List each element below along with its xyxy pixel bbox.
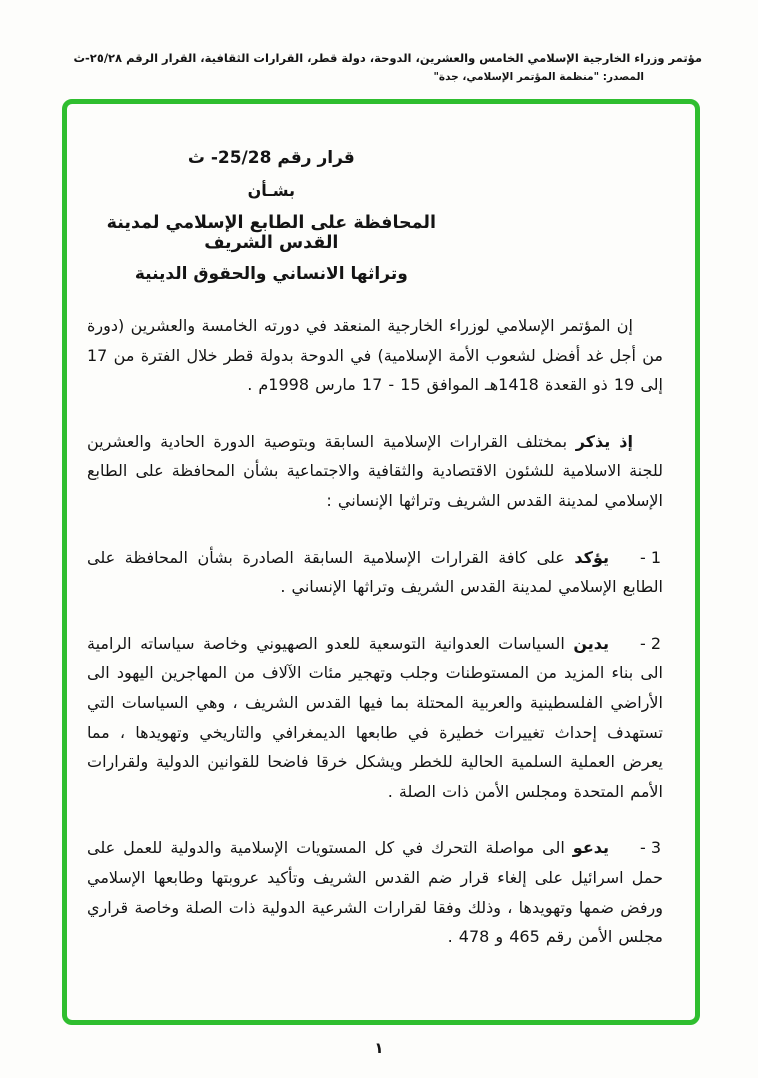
item-3-body-text: الى مواصلة التحرك في كل المستويات الإسلامية والدولية للعمل على حمل اسرائيل على إلغاء قرار ضم القدس الشريف وتأكيد عروبتها وطابعها الإسلامي ورفض ضمها وتهويدها ، وذلك وفقا لقرارات الشرعية الدولية ذات الصلة وخاصة قراري مجلس الأمن رقم 465 و 478 . [87,838,663,947]
item-2-lead-word: يدين [573,633,609,653]
item-3-paragraph [87,833,663,951]
item-1-number: 1 - [639,547,661,567]
title-concerning-line: بشـأن [247,181,296,201]
resolution-title-block [87,148,456,284]
recalls-lead-word: إذ يذكر [575,431,633,451]
item-2-number: 2 - [639,633,661,653]
operative-item-1 [87,543,663,602]
item-1-lead-word: يؤكد [574,547,609,567]
title-subject-line-1: المحافظة على الطابع الإسلامي لمدينة القدس الشريف [106,213,436,254]
item-3-number: 3 - [639,838,661,858]
item-1-body-text: على كافة القرارات الإسلامية السابقة الصادرة بشأن المحافظة على الطابع الإسلامي لمدينة القدس الشريف وتراثها الإنساني . [87,547,663,597]
recalls-body-text: بمختلف القرارات الإسلامية السابقة وبتوصية الدورة الحادية والعشرين للجنة الاسلامية للشئون الاقتصادية والثقافية والاجتماعية بشأن المحافظة على الطابع الإسلامي لمدينة القدس الشريف وتراثها الإنساني : [87,431,663,511]
header-source-line: مؤتمر وزراء الخارجية الإسلامي الخامس والعشرين، الدوحة، دولة قطر، القرارات الثقافية، القرار الرقم ٢٥/٢٨-ث [73,51,702,65]
operative-paragraphs [87,543,663,952]
preamble-paragraph: إن المؤتمر الإسلامي لوزراء الخارجية المنعقد في دورته الخامسة والعشرين (دورة من أجل غد أفضل لشعوب الأمة الإسلامية) في الدوحة بدولة قطر خلال الفترة من 17 إلى 19 ذو القعدة 1418هـ الموافق 15 - 17 مارس 1998م . [87,316,663,395]
green-border-frame [62,99,700,1025]
recalls-paragraph [87,427,663,516]
item-1-paragraph [87,543,663,602]
item-2-body-text: السياسات العدوانية التوسعية للعدو الصهيوني وخاصة سياساته الرامية الى بناء المزيد من المستوطنات وجلب وتهجير مئات الآلاف من المهاجرين اليهود الى الأراضي الفلسطينية والعربية المحتلة بما فيها القدس الشريف ، وهي السياسات التي تستهدف إحداث تغييرات خطيرة في طابعها الديمغرافي والتاريخي وتهويدها ، مما يعرض العملية السلمية الحالية للخطر ويشكل خرقا فاضحا للقوانين الدولية ولقرارات الأمم المتحدة ومجلس الأمن ذات الصلة . [87,633,663,801]
item-3-lead-word: يدعو [572,838,609,858]
header-publisher-line: المصدر: "منظمة المؤتمر الإسلامي، جدة" [433,71,644,84]
resolution-number-line: قرار رقم 25/28- ث [187,148,355,169]
operative-item-2 [87,629,663,807]
title-subject-line-2: وتراثها الانساني والحقوق الدينية [134,264,408,285]
document-header [0,0,758,83]
page-number: ١ [374,1039,384,1058]
item-2-paragraph [87,629,663,807]
operative-item-3 [87,833,663,951]
